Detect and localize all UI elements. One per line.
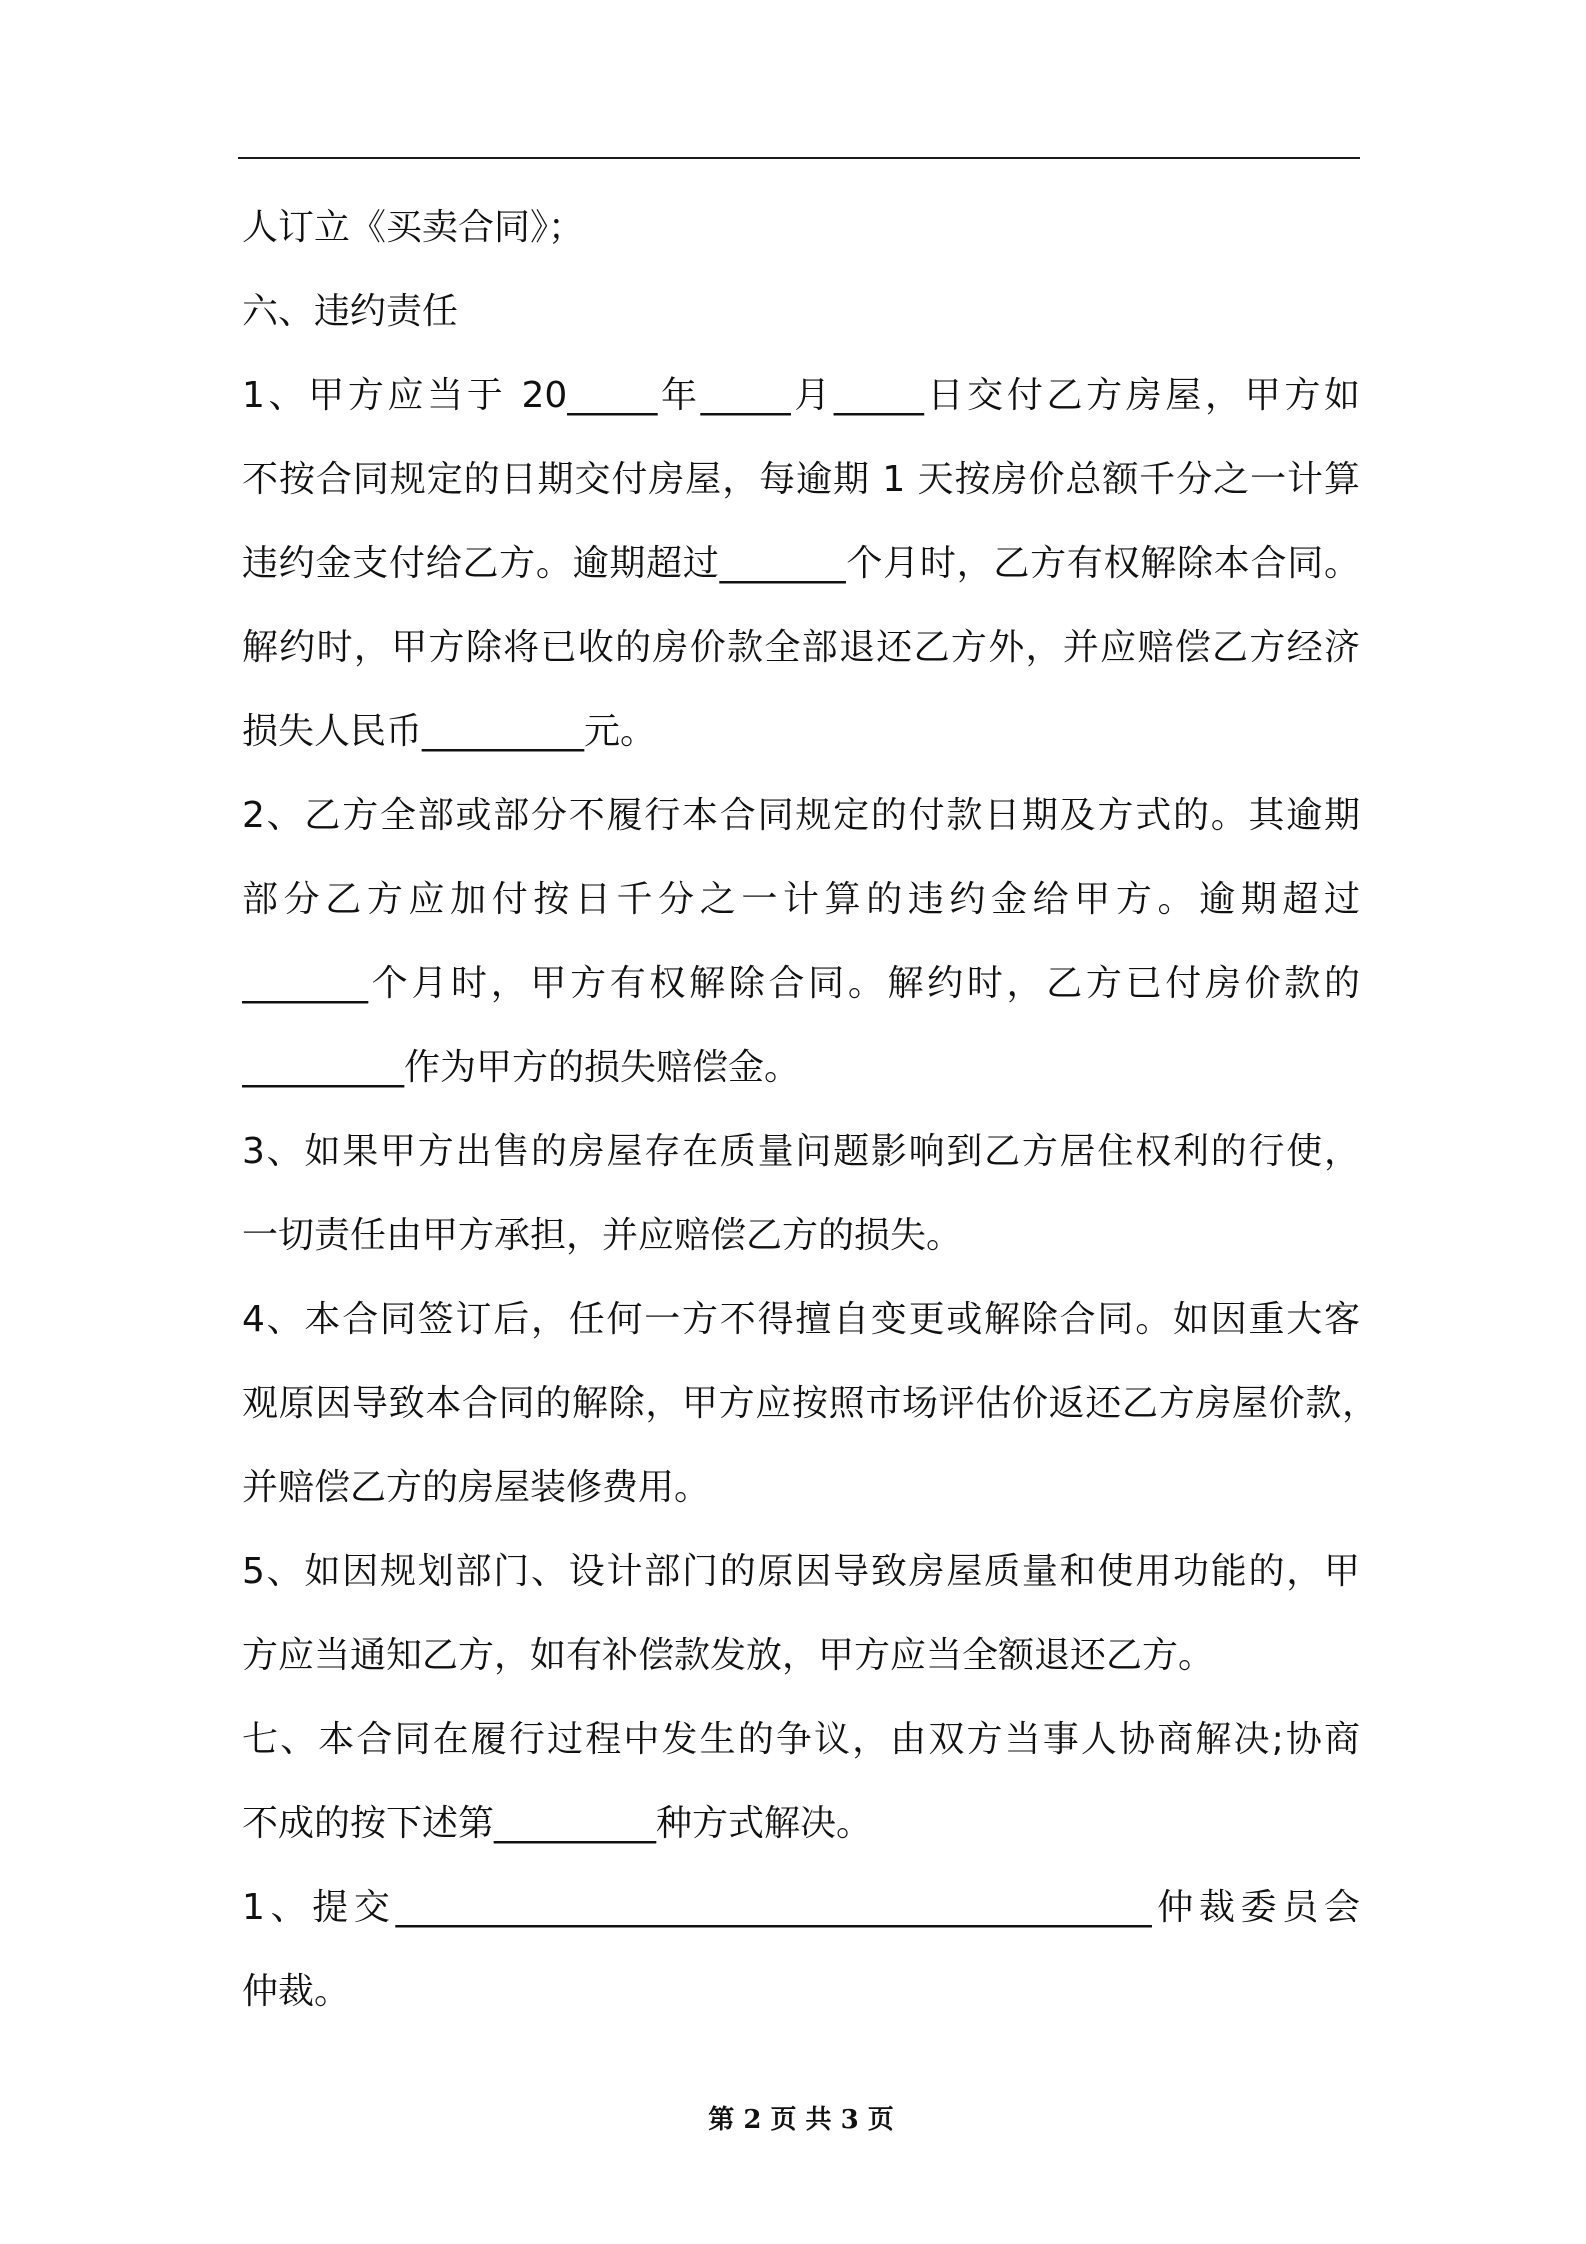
clause-line: 方应当通知乙方，如有补偿款发放，甲方应当全额退还乙方。 <box>242 1635 1215 1676</box>
clause-line: 部分乙方应加付按日千分之一计算的违约金给甲方。逾期超过 <box>242 879 1360 920</box>
header-rule <box>238 157 1360 159</box>
clause-line: 3、如果甲方出售的房屋存在质量问题影响到乙方居住权利的行使， <box>242 1131 1360 1172</box>
page-number: 第 2 页 共 3 页 <box>708 2105 894 2135</box>
section-line: 七、本合同在履行过程中发生的争议，由双方当事人协商解决;协商 <box>242 1719 1360 1760</box>
option-line: 1、提交__________________________________________仲裁委员会 <box>242 1887 1360 1928</box>
clause-line: _______个月时，甲方有权解除合同。解约时，乙方已付房价款的 <box>242 963 1360 1004</box>
clause-line: 一切责任由甲方承担，并应赔偿乙方的损失。 <box>242 1215 963 1256</box>
clause-line: 违约金支付给乙方。逾期超过_______个月时，乙方有权解除本合同。 <box>242 543 1360 584</box>
continuation-line: 人订立《买卖合同》； <box>242 207 585 248</box>
section-dispute-resolution <box>242 1698 1360 1866</box>
document-body <box>242 186 1378 2034</box>
clause-line: 观原因导致本合同的解除，甲方应按照市场评估价返还乙方房屋价款， <box>242 1383 1378 1424</box>
clause-line: 4、本合同签订后，任何一方不得擅自变更或解除合同。如因重大客 <box>242 1299 1360 1340</box>
clause-line: 并赔偿乙方的房屋装修费用。 <box>242 1467 711 1508</box>
clause-line: 解约时，甲方除将已收的房价款全部退还乙方外，并应赔偿乙方经济 <box>242 627 1360 668</box>
clause-5 <box>242 1530 1360 1698</box>
clause-line: _________作为甲方的损失赔偿金。 <box>242 1047 801 1088</box>
clause-3 <box>242 1110 1360 1278</box>
clause-1 <box>242 354 1360 774</box>
clause-4 <box>242 1278 1378 1530</box>
clause-line: 5、如因规划部门、设计部门的原因导致房屋质量和使用功能的，甲 <box>242 1551 1360 1592</box>
clause-2 <box>242 774 1360 1110</box>
option-line: 仲裁。 <box>242 1971 351 2012</box>
clause-line: 2、乙方全部或部分不履行本合同规定的付款日期及方式的。其逾期 <box>242 795 1360 836</box>
section-line: 不成的按下述第_________种方式解决。 <box>242 1803 873 1844</box>
section-heading-breach-liability: 六、违约责任 <box>242 291 459 332</box>
dispute-option-1 <box>242 1866 1360 2034</box>
clause-line: 不按合同规定的日期交付房屋，每逾期 1 天按房价总额千分之一计算 <box>242 459 1360 500</box>
clause-line: 1、甲方应当于 20_____年_____月_____日交付乙方房屋，甲方如 <box>242 375 1360 416</box>
clause-line: 损失人民币_________元。 <box>242 711 657 752</box>
